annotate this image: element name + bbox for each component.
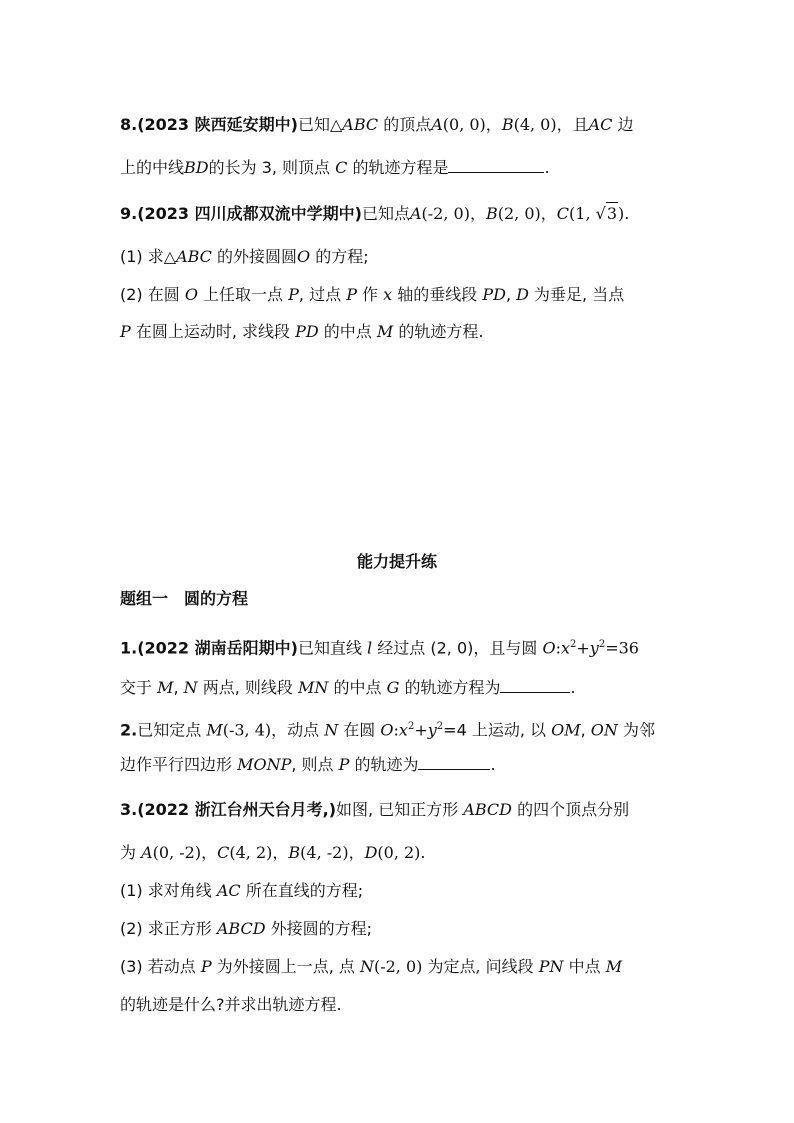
text: 中点 [563, 957, 606, 976]
math: ON [590, 720, 618, 740]
text: 已知△ [297, 115, 343, 134]
math: D [516, 285, 529, 304]
g2-number: 2. [120, 720, 138, 740]
q9-number: 9. [120, 204, 138, 223]
g3-source: (2022 浙江台州天台月考,) [137, 800, 337, 819]
text: (3) 若动点 [120, 957, 201, 976]
q9-line1 [120, 202, 629, 225]
text: 已知点 [361, 204, 410, 223]
text: 已知定点 [137, 720, 207, 740]
text: 的中点 [318, 322, 377, 341]
math: MN [298, 678, 329, 697]
math: ABCD [216, 919, 266, 938]
math: x [560, 638, 570, 658]
g2-line1 [120, 716, 655, 741]
math: A [141, 843, 153, 862]
g2-line2 [120, 753, 496, 776]
math: D [364, 843, 378, 862]
q9-source: (2023 四川成都双流中学期中) [137, 204, 362, 223]
text: 交于 [120, 678, 158, 697]
text: 的轨迹为 [349, 755, 419, 774]
text: 轴的垂线段 [392, 285, 483, 304]
math: (-2, 0)， [421, 204, 486, 223]
math: (1, [569, 204, 596, 223]
text: 两点, 则线段 [197, 678, 299, 697]
math: ). [618, 204, 630, 223]
g3-part1 [120, 880, 363, 902]
math: N [359, 957, 374, 976]
math: A [431, 115, 443, 134]
math: P [120, 322, 131, 341]
g3-number: 3. [120, 800, 138, 819]
math: BD [184, 158, 209, 177]
math: C [217, 843, 230, 862]
math: AC [588, 115, 613, 134]
text: 在圆上运动时, 求线段 [130, 322, 296, 341]
math: C [335, 158, 348, 177]
g1-line1 [120, 634, 639, 659]
text: 经过点 (2, 0)，且与圆 [372, 638, 543, 658]
math: A [409, 204, 422, 223]
math: (0, 0)， [442, 115, 502, 134]
text: , [173, 678, 184, 697]
math: : [555, 638, 561, 658]
math: P [288, 285, 299, 304]
text: 为 [120, 843, 142, 862]
math: (-3, 4)，动点 [222, 720, 325, 740]
text: 为邻 [617, 720, 655, 740]
math: ABC [176, 247, 212, 266]
text: 已知直线 [297, 638, 368, 658]
math: B [485, 204, 498, 223]
section-title: 能力提升练 [356, 552, 437, 571]
math: (4, -2)， [300, 843, 365, 862]
sqrt-symbol: √ [595, 204, 606, 223]
sqrt-radicand: 3 [606, 204, 617, 223]
math: P [338, 755, 350, 774]
text: (2) 在圆 [120, 285, 185, 304]
math: P [346, 285, 357, 304]
text: 的外接圆圆 [211, 247, 298, 266]
text: 的轨迹方程. [393, 322, 484, 341]
text: , [505, 285, 517, 304]
g3-part3 [120, 956, 622, 978]
math: C [556, 204, 570, 223]
text: (1) 求△ [120, 247, 177, 266]
text: =4 上运动, 以 [443, 720, 552, 740]
q8-line1 [120, 114, 634, 136]
math: M [605, 957, 623, 976]
text: 的方程; [310, 247, 369, 266]
text: 为外接圆上一点, 点 [211, 957, 360, 976]
q8-source: (2023 陕西延安期中) [137, 115, 298, 134]
text: 作 [356, 285, 384, 304]
text: 为垂足, 当点 [528, 285, 625, 304]
math: O [542, 638, 556, 658]
answer-blank [448, 156, 544, 173]
text: 的四个顶点分别 [511, 800, 630, 819]
math: PN [538, 957, 564, 976]
g3-part2 [120, 918, 372, 940]
text: 在圆 [338, 720, 381, 740]
text: 如图, 已知正方形 [336, 800, 464, 819]
answer-blank [418, 753, 490, 770]
math: : [393, 720, 399, 740]
math: O [184, 285, 198, 304]
g1-number: 1. [120, 638, 138, 658]
math: (4, 0)，且 [513, 115, 589, 134]
text: 的长为 3, 则顶点 [208, 158, 336, 177]
g3-line2 [120, 842, 426, 864]
math: P [200, 957, 212, 976]
math: (-2, 0) 为定点, 问线段 [373, 957, 539, 976]
math: O [380, 720, 394, 740]
text: 的顶点 [378, 115, 432, 134]
math: ABC [342, 115, 379, 134]
g3-line1 [120, 799, 629, 821]
math: + [414, 720, 428, 740]
g3-part3-cont [120, 994, 342, 1016]
math: M [376, 322, 394, 341]
q9-part1 [120, 246, 369, 268]
math: B [288, 843, 301, 862]
g1-line2 [120, 676, 576, 699]
math: O [297, 247, 311, 266]
math: x [398, 720, 408, 740]
math: ABCD [463, 800, 512, 819]
math: + [576, 638, 590, 658]
math: l [367, 638, 373, 658]
math: G [386, 678, 400, 697]
math: y [589, 638, 599, 658]
group-title: 题组一 圆的方程 [120, 589, 249, 608]
text: 的轨迹方程是 [347, 158, 449, 177]
text: 上任取一点 [197, 285, 289, 304]
math: OM [551, 720, 581, 740]
q8-line2 [120, 156, 550, 179]
math: PD [482, 285, 506, 304]
math: MONP [237, 755, 292, 774]
math: N [324, 720, 339, 740]
text: 的中点 [328, 678, 387, 697]
math: =36 [605, 638, 639, 658]
text: (2) 求正方形 [120, 919, 217, 938]
math: N [183, 678, 198, 697]
q8-number: 8. [120, 115, 138, 134]
text: . [570, 678, 576, 697]
text: 边 [612, 115, 634, 134]
text: 边作平行四边形 [120, 755, 238, 774]
text: 外接圆的方程; [265, 919, 373, 938]
q9-part2 [120, 284, 624, 306]
math: (4, 2)， [229, 843, 289, 862]
text: 的轨迹方程为 [399, 678, 501, 697]
math: M [206, 720, 223, 740]
text: . [544, 158, 550, 177]
text: , [580, 720, 591, 740]
text: 所在直线的方程; [240, 881, 364, 900]
text: . [490, 755, 496, 774]
math: PD [295, 322, 319, 341]
exponent: 2 [407, 721, 415, 732]
math: M [157, 678, 174, 697]
text: 上的中线 [120, 158, 185, 177]
math: (2, 0)， [497, 204, 557, 223]
text: 的轨迹是什么?并求出轨迹方程. [120, 995, 342, 1014]
exponent: 2 [570, 639, 577, 650]
exponent: 2 [598, 639, 606, 650]
text: , 过点 [298, 285, 347, 304]
answer-blank [500, 676, 570, 693]
math: (0, -2)， [152, 843, 218, 862]
text: (1) 求对角线 [120, 881, 217, 900]
exponent: 2 [436, 721, 444, 732]
math: (0, 2). [377, 843, 426, 862]
math: B [501, 115, 514, 134]
math: x [383, 285, 393, 304]
text: , 则点 [291, 755, 339, 774]
math: AC [216, 881, 241, 900]
q9-part2-cont [120, 321, 483, 343]
g1-source: (2022 湖南岳阳期中) [137, 638, 298, 658]
math: y [427, 720, 437, 740]
